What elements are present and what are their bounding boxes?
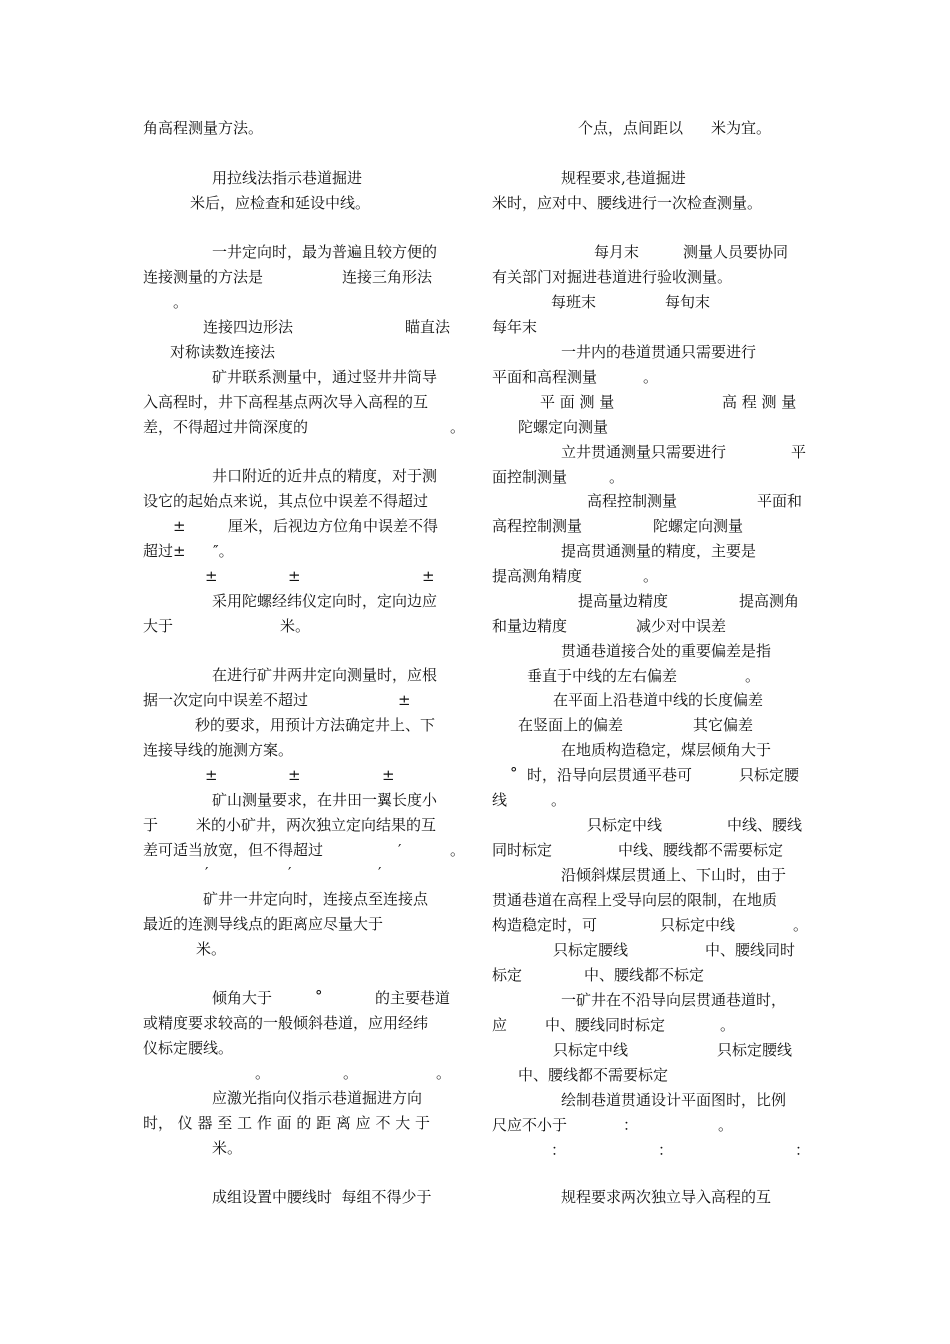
- text-line: 连接测量的方法是: [143, 268, 264, 286]
- text-line: 米。: [196, 940, 227, 958]
- text-line: 连接四边形法: [203, 318, 294, 336]
- text-line: 倾角大于: [212, 989, 273, 1007]
- text-line: 或精度要求较高的一般倾斜巷道，应用经纬: [143, 1014, 429, 1032]
- text-line: 最近的连测导线点的距离应尽量大于: [143, 915, 384, 933]
- text-line: ±: [398, 691, 411, 709]
- text-line: 陀螺定向测量: [653, 517, 744, 535]
- text-line: ′: [398, 841, 402, 859]
- text-line: 米。: [280, 617, 311, 635]
- text-line: 成组设置中腰线时 每组不得少于: [212, 1188, 432, 1206]
- text-line: 井口附近的近井点的精度，对于测: [212, 467, 438, 485]
- text-line: 。: [450, 841, 466, 859]
- text-line: 规程要求,巷道掘进: [561, 169, 686, 187]
- text-line: 立井贯通测量只需要进行: [561, 443, 727, 461]
- text-line: ′: [288, 864, 292, 882]
- text-line: 一矿井在不沿导向层贯通巷道时，: [561, 991, 787, 1009]
- text-line: 面控制测量: [492, 468, 568, 486]
- text-line: 矿井联系测量中，通过竖井井筒导: [212, 368, 438, 386]
- text-line: °: [510, 764, 518, 782]
- text-line: 沿倾斜煤层贯通上、下山时，由于: [561, 866, 787, 884]
- text-line: 只标定腰线: [553, 941, 629, 959]
- text-line: ：: [658, 1141, 674, 1159]
- text-line: 角高程测量方法。: [143, 119, 264, 137]
- text-line: 。: [793, 916, 809, 934]
- text-line: 米为宜。: [711, 119, 772, 137]
- text-line: 提高测角: [739, 592, 800, 610]
- text-line: ±: [288, 766, 301, 784]
- text-line: 只标定腰: [739, 766, 800, 784]
- text-line: 在地质构造稳定，煤层倾角大于: [561, 741, 772, 759]
- text-line: 有关部门对掘进巷道进行验收测量。: [492, 268, 733, 286]
- text-line: 和量边精度: [492, 617, 568, 635]
- text-line: 在进行矿井两井定向测量时，应根: [212, 666, 438, 684]
- text-line: 平: [791, 443, 807, 461]
- text-line: 一井内的巷道贯通只需要进行: [561, 343, 757, 361]
- text-line: 标定: [492, 966, 523, 984]
- text-line: 每年末: [492, 318, 538, 336]
- text-line: 绘制巷道贯通设计平面图时，比例: [561, 1091, 787, 1109]
- text-line: 在平面上沿巷道中线的长度偏差: [553, 691, 764, 709]
- text-line: 提高量边精度: [578, 592, 669, 610]
- text-line: 只标定中线: [587, 816, 663, 834]
- text-line: 垂直于中线的左右偏差: [527, 667, 678, 685]
- text-line: 中线、腰线都不需要标定: [618, 841, 784, 859]
- text-line: ±: [288, 567, 301, 585]
- text-line: ′: [378, 864, 382, 882]
- text-line: 测量人员要协同: [683, 243, 789, 261]
- text-line: 高程控制测量: [587, 492, 678, 510]
- text-line: ：: [795, 1141, 811, 1159]
- text-line: 在竖面上的偏差: [518, 716, 624, 734]
- text-line: ″。: [213, 542, 234, 560]
- text-line: 应: [492, 1016, 508, 1034]
- text-line: 。: [643, 567, 659, 585]
- text-line: 入高程时，井下高程基点两次导入高程的互: [143, 393, 429, 411]
- text-line: 贯通巷道在高程上受导向层的限制，在地质: [492, 891, 778, 909]
- text-line: 米后，应检查和延设中线。: [190, 194, 371, 212]
- text-line: 瞄直法: [405, 318, 451, 336]
- text-line: 差，不得超过井筒深度的: [143, 418, 309, 436]
- text-line: 。: [720, 1016, 736, 1034]
- text-line: °: [315, 987, 323, 1005]
- text-line: ：: [551, 1141, 567, 1159]
- text-line: 于: [143, 816, 159, 834]
- text-line: 秒的要求，用预计方法确定井上、下: [195, 716, 436, 734]
- text-line: 只标定中线: [660, 916, 736, 934]
- text-line: 高 程 测 量: [722, 393, 797, 411]
- text-line: 中、腰线都不需要标定: [518, 1066, 669, 1084]
- text-line: 每月末: [594, 243, 640, 261]
- text-line: 超过±: [143, 542, 186, 560]
- text-line: 其它偏差: [693, 716, 754, 734]
- text-line: 。: [173, 293, 189, 311]
- text-line: 中、腰线都不标定: [584, 966, 705, 984]
- text-line: 每班末: [551, 293, 597, 311]
- text-line: 。: [255, 1064, 271, 1082]
- text-line: 陀螺定向测量: [518, 418, 609, 436]
- text-line: 时，沿导向层贯通平巷可: [527, 766, 693, 784]
- text-line: ±: [173, 517, 186, 535]
- text-line: ±: [422, 567, 435, 585]
- text-line: 中、腰线同时: [705, 941, 796, 959]
- text-line: 矿井一井定向时，连接点至连接点: [203, 890, 429, 908]
- text-line: 只标定中线: [553, 1041, 629, 1059]
- text-line: 同时标定: [492, 841, 553, 859]
- text-line: 对称读数连接法: [170, 343, 276, 361]
- text-line: 构造稳定时，可: [492, 916, 598, 934]
- text-line: 米的小矿井，两次独立定向结果的互: [196, 816, 437, 834]
- text-line: 。: [551, 791, 567, 809]
- text-line: ±: [382, 766, 395, 784]
- text-line: 连接三角形法: [342, 268, 433, 286]
- text-line: 时， 仪 器 至 工 作 面 的 距 离 应 不 大 于: [143, 1114, 430, 1132]
- text-line: 。: [450, 418, 466, 436]
- text-line: 每旬末: [665, 293, 711, 311]
- text-line: 平 面 测 量: [540, 393, 615, 411]
- text-line: 平面和高程测量: [492, 368, 598, 386]
- text-line: 连接导线的施测方案。: [143, 741, 294, 759]
- text-line: 。: [745, 667, 761, 685]
- text-line: 中、腰线同时标定: [545, 1016, 666, 1034]
- text-line: 仪标定腰线。: [143, 1039, 234, 1057]
- text-line: 贯通巷道接合处的重要偏差是指: [561, 642, 772, 660]
- text-line: 线: [492, 791, 508, 809]
- text-line: 减少对中误差: [636, 617, 727, 635]
- text-line: 。: [718, 1116, 734, 1134]
- text-line: ′: [205, 864, 209, 882]
- text-line: 尺应不小于: [492, 1116, 568, 1134]
- text-line: 只标定腰线: [717, 1041, 793, 1059]
- text-line: 一井定向时，最为普遍且较方便的: [212, 243, 438, 261]
- text-line: 高程控制测量: [492, 517, 583, 535]
- text-line: ±: [205, 567, 218, 585]
- text-line: 平面和: [757, 492, 803, 510]
- text-line: 据一次定向中误差不超过: [143, 691, 309, 709]
- text-line: 应激光指向仪指示巷道掘进方向: [212, 1089, 423, 1107]
- text-line: 个点，点间距以: [578, 119, 684, 137]
- text-line: 米时，应对中、腰线进行一次检查测量。: [492, 194, 763, 212]
- text-line: ：: [623, 1116, 639, 1134]
- text-line: ±: [205, 766, 218, 784]
- text-line: 。: [643, 368, 659, 386]
- text-line: 规程要求两次独立导入高程的互: [561, 1188, 772, 1206]
- text-line: 中线、腰线: [727, 816, 803, 834]
- text-line: 。: [436, 1064, 452, 1082]
- text-line: 。: [343, 1064, 359, 1082]
- text-line: 厘米，后视边方位角中误差不得: [228, 517, 439, 535]
- text-line: 。: [609, 468, 625, 486]
- text-line: 米。: [212, 1139, 243, 1157]
- text-line: 提高测角精度: [492, 567, 583, 585]
- text-line: 采用陀螺经纬仪定向时，定向边应: [212, 592, 438, 610]
- text-line: 用拉线法指示巷道掘进: [212, 169, 363, 187]
- text-line: 提高贯通测量的精度，主要是: [561, 542, 757, 560]
- text-line: 大于: [143, 617, 174, 635]
- text-line: 差可适当放宽，但不得超过: [143, 841, 324, 859]
- text-line: 设它的起始点来说，其点位中误差不得超过: [143, 492, 429, 510]
- text-line: 矿山测量要求，在井田一翼长度小: [212, 791, 438, 809]
- text-line: 的主要巷道: [375, 989, 451, 1007]
